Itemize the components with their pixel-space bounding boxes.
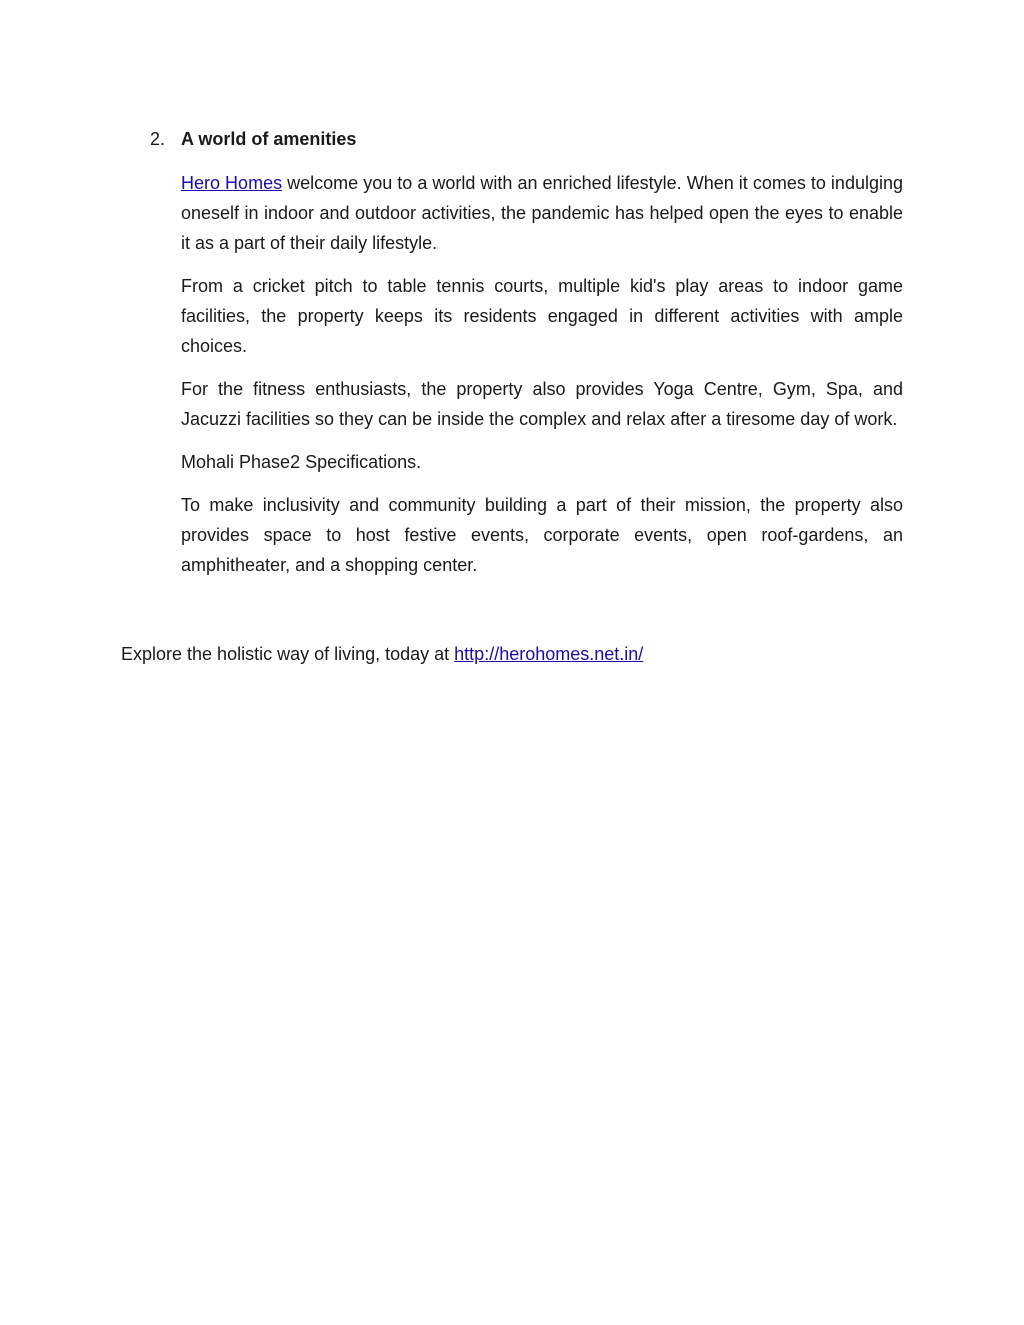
section-number: 2. <box>150 129 166 149</box>
specifications-paragraph: Mohali Phase2 Specifications. <box>181 452 422 472</box>
hero-homes-link[interactable]: Hero Homes <box>181 173 283 193</box>
closing-text: Explore the holistic way of living, today at <box>121 644 455 664</box>
intro-paragraph <box>181 168 903 258</box>
fitness-paragraph: For the fitness enthusiasts, the property also provides Yoga Centre, Gym, Spa, and Jacuzzi facilities so they can be inside the complex and relax after a tiresome day of work. <box>181 379 903 429</box>
amenities-paragraph: From a cricket pitch to table tennis courts, multiple kid's play areas to indoor game facilities, the property keeps its residents engaged in different activities with ample choices. <box>181 276 903 356</box>
community-paragraph: To make inclusivity and community building a part of their mission, the property also provides space to host festive events, corporate events, open roof-gardens, an amphitheater, and a shopping center. <box>181 495 903 575</box>
website-link[interactable]: http://herohomes.net.in/ <box>454 644 644 664</box>
numbered-section <box>150 126 910 580</box>
closing-line <box>121 639 643 669</box>
section-heading-row <box>150 126 910 152</box>
section-body <box>181 168 903 580</box>
section-heading: A world of amenities <box>181 129 357 149</box>
intro-paragraph-text: welcome you to a world with an enriched lifestyle. When it comes to indulging oneself in indoor and outdoor activities, the pandemic has helped open the eyes to enable it as a part of their daily lifestyle. <box>181 173 903 253</box>
